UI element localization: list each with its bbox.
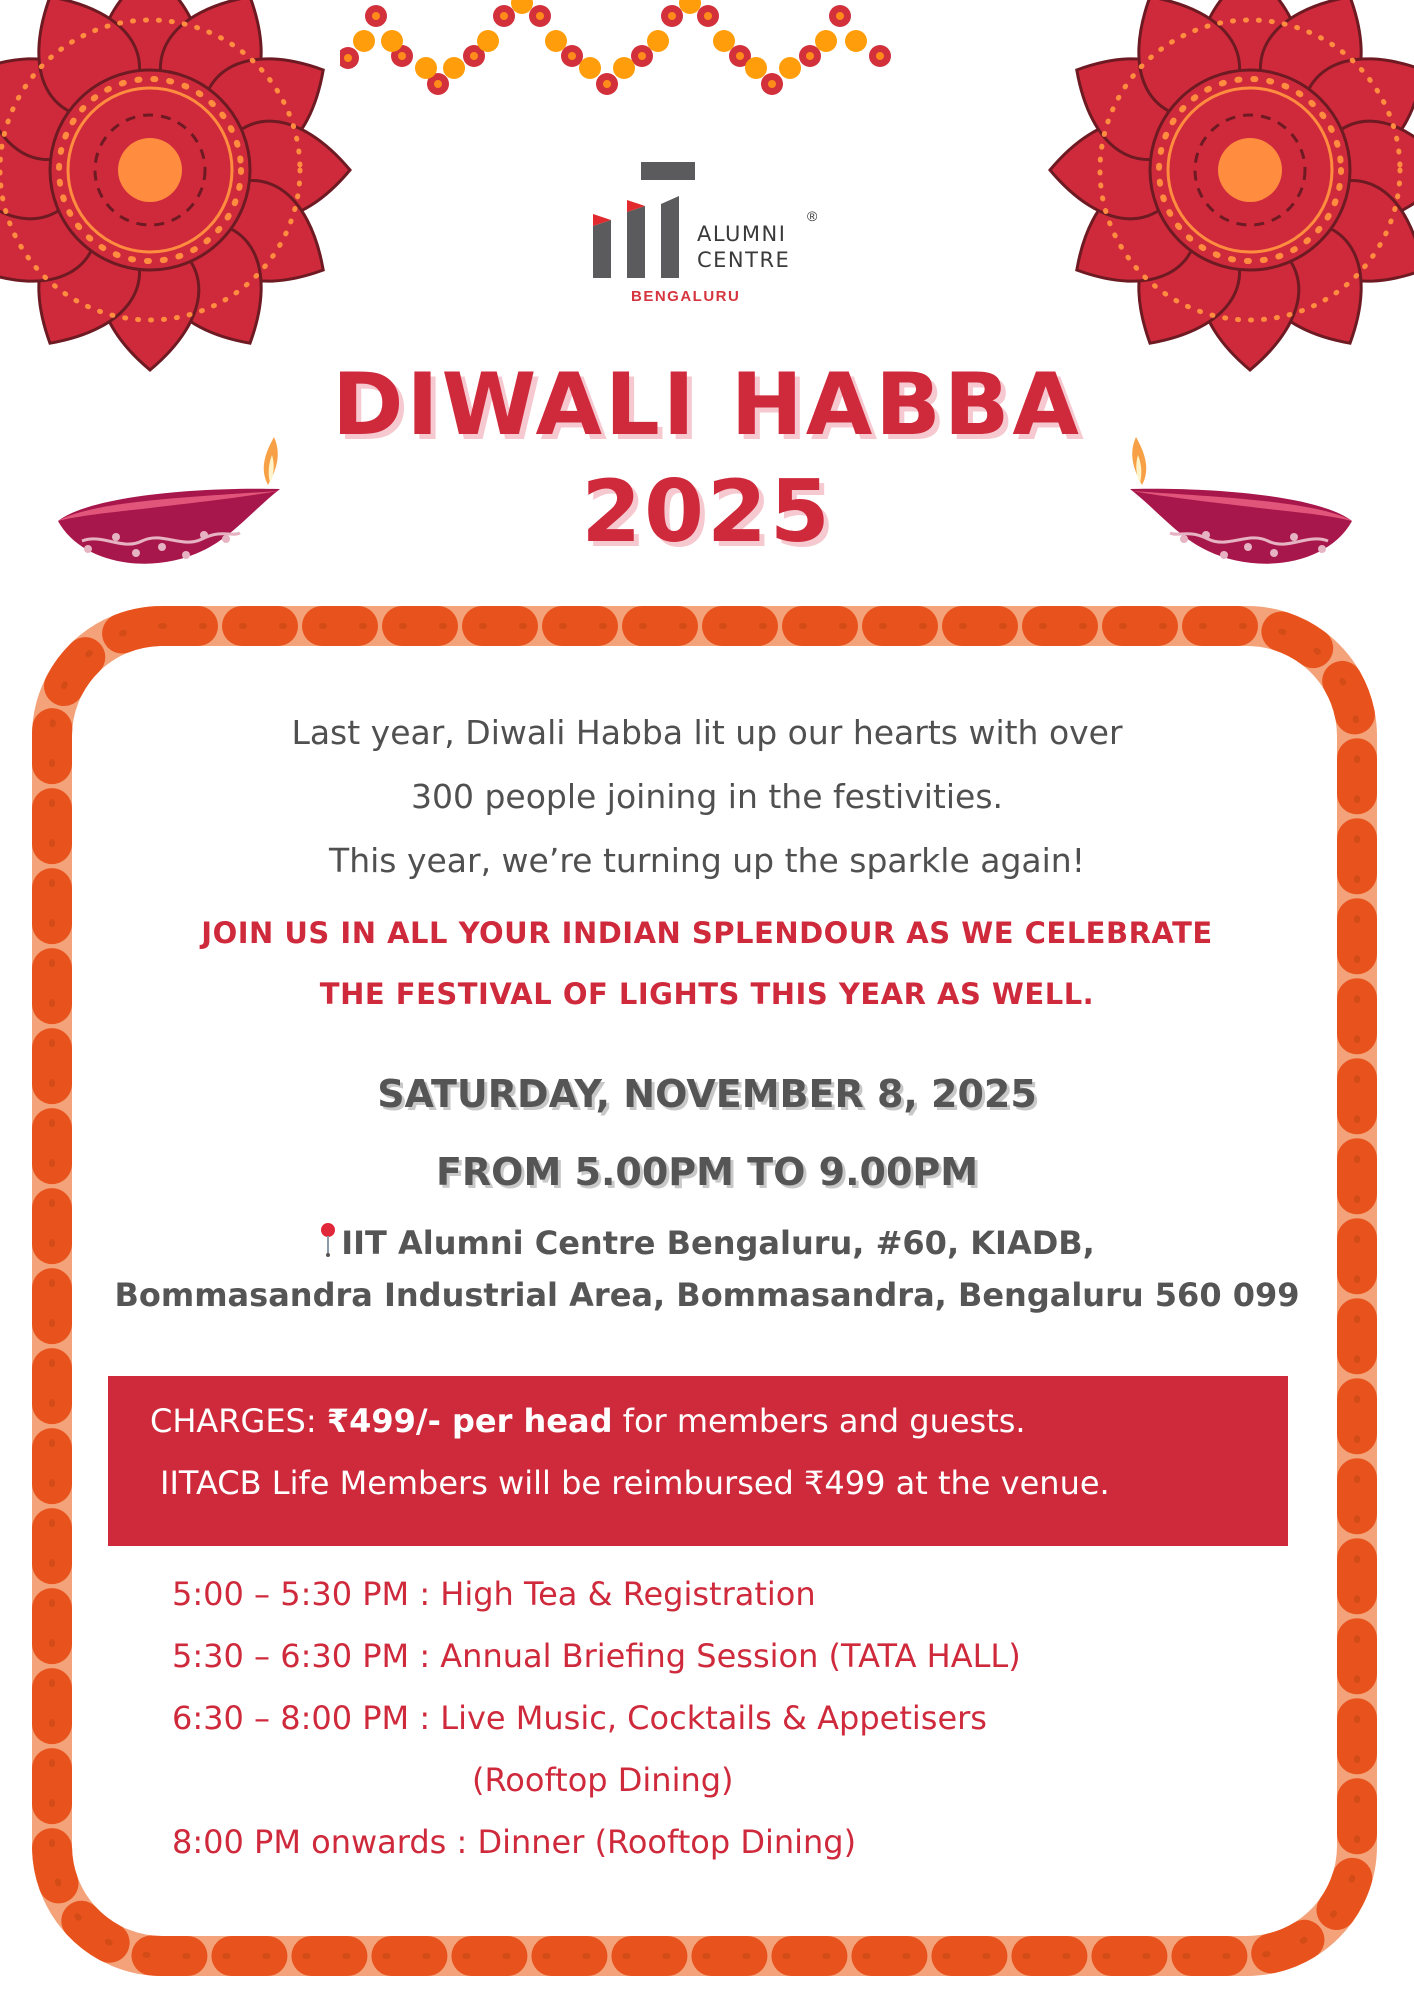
map-pin-icon — [319, 1222, 337, 1258]
event-year: 2025 — [581, 462, 833, 562]
iit-logo-icon — [585, 160, 695, 285]
schedule-item-continuation: (Rooftop Dining) — [472, 1761, 734, 1799]
hanging-garland-decoration — [340, 0, 1080, 110]
call-to-action — [0, 903, 1414, 1025]
charges-line — [150, 1402, 1026, 1440]
intro-line: This year, we’re turning up the sparkle again! — [329, 841, 1085, 880]
schedule-activity: Dinner (Rooftop Dining) — [477, 1823, 857, 1861]
charges-banner — [108, 1376, 1288, 1546]
event-time: FROM 5.00PM TO 9.00PM — [435, 1150, 979, 1194]
logo-alumni-text: ALUMNI — [697, 222, 787, 246]
venue-line-1: IIT Alumni Centre Bengaluru, #60, KIADB, — [341, 1224, 1095, 1262]
schedule-item — [172, 1699, 987, 1737]
intro-paragraph — [0, 701, 1414, 893]
mandala-icon — [1050, 0, 1414, 370]
event-venue — [0, 1217, 1414, 1321]
charges-suffix: for members and guests. — [612, 1402, 1026, 1440]
charges-note: IITACB Life Members will be reimbursed ₹499 at the venue. — [160, 1464, 1110, 1502]
mandala-icon — [0, 0, 350, 370]
schedule-activity: Annual Briefing Session (TATA HALL) — [440, 1637, 1021, 1675]
schedule-activity: Live Music, Cocktails & Appetisers — [440, 1699, 987, 1737]
schedule-activity: High Tea & Registration — [440, 1575, 816, 1613]
charges-label: CHARGES: — [150, 1402, 327, 1440]
venue-line-2: Bommasandra Industrial Area, Bommasandra, Bengaluru 560 099 — [114, 1276, 1300, 1314]
schedule-item — [172, 1575, 816, 1613]
mandala-right-decoration — [1040, 0, 1414, 380]
schedule-item — [172, 1823, 856, 1861]
iit-alumni-centre-logo — [585, 160, 835, 310]
intro-line: Last year, Diwali Habba lit up our hearts with over — [291, 713, 1123, 752]
schedule-time: 6:30 – 8:00 PM — [172, 1699, 410, 1737]
intro-line: 300 people joining in the festivities. — [410, 777, 1004, 816]
schedule-separator: : — [409, 1575, 441, 1613]
schedule-time: 5:30 – 6:30 PM — [172, 1637, 410, 1675]
schedule-separator: : — [409, 1699, 441, 1737]
cta-line: THE FESTIVAL OF LIGHTS THIS YEAR AS WELL. — [319, 977, 1095, 1011]
diya-lamp-right — [1128, 425, 1358, 585]
event-date: SATURDAY, NOVEMBER 8, 2025 — [377, 1072, 1037, 1116]
cta-line: JOIN US IN ALL YOUR INDIAN SPLENDOUR AS WE CELEBRATE — [201, 916, 1213, 950]
diya-lamp-left — [52, 425, 282, 585]
schedule-separator: : — [409, 1637, 441, 1675]
event-title: DIWALI HABBA — [332, 355, 1082, 455]
schedule-separator: : — [446, 1823, 478, 1861]
schedule-time: 5:00 – 5:30 PM — [172, 1575, 410, 1613]
logo-centre-text: CENTRE — [697, 248, 791, 272]
charges-amount: ₹499/- per head — [326, 1402, 613, 1440]
mandala-left-decoration — [0, 0, 360, 380]
schedule-item — [172, 1637, 1021, 1675]
diya-icon — [1130, 437, 1352, 564]
registered-trademark: ® — [807, 208, 818, 224]
schedule-time: 8:00 PM onwards — [172, 1823, 447, 1861]
logo-city-text: BENGALURU — [631, 288, 741, 305]
diya-icon — [58, 437, 280, 564]
flower-garland-icon — [340, 0, 1080, 95]
